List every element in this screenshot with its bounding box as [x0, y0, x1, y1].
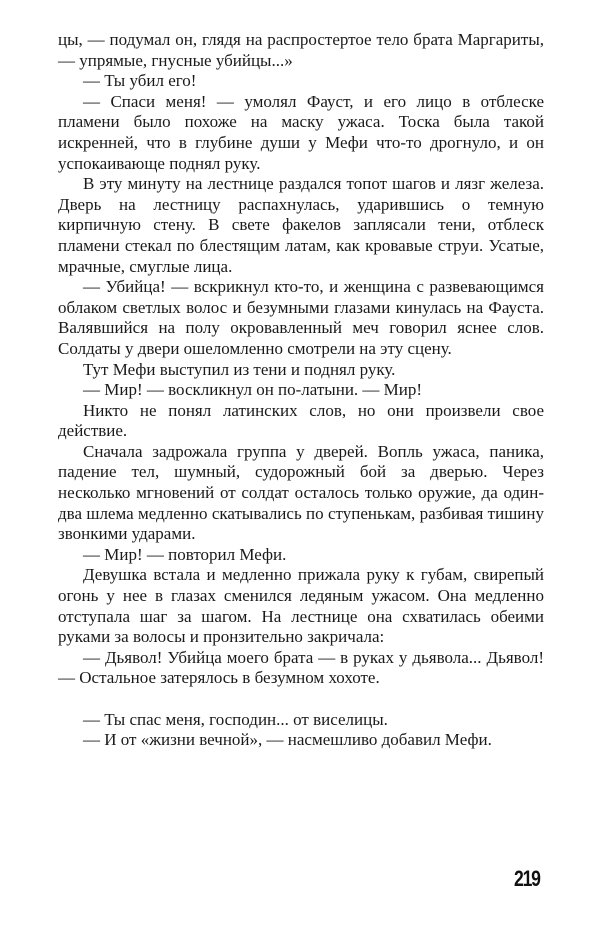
- paragraph: цы, — подумал он, глядя на распростертое тело брата Маргариты, — упрямые, гнусные убийцы...»: [58, 30, 544, 70]
- paragraph: — Мир! — повторил Мефи.: [83, 544, 287, 564]
- paragraph: — И от «жизни вечной», — насмешливо добавил Мефи.: [83, 730, 492, 750]
- paragraph: Тут Мефи выступил из тени и поднял руку.: [83, 359, 396, 379]
- paragraph: — Дьявол! Убийца моего брата — в руках у дьявола... Дьявол! — Остальное затерялось в безумном хохоте.: [58, 647, 544, 688]
- paragraph: В эту минуту на лестнице раздался топот шагов и лязг железа. Дверь на лестницу распахнулась, ударившись о темную кирпичную стену. В свете факелов заплясали тени, отблеск пламени стекал по блестящим латам, как кровавые струи. Усатые, мрачные, смуглые лица.: [58, 174, 544, 276]
- paragraph: — Спаси меня! — умолял Фауст, и его лицо в отблеске пламени было похоже на маску ужаса. Тоска была такой искренней, что в глубине души у Мефи что-то дрогнуло, и он успокаивающе поднял руку.: [58, 91, 544, 173]
- page-number: 219: [514, 866, 540, 891]
- paragraph: Никто не понял латинских слов, но они произвели свое действие.: [58, 400, 544, 441]
- paragraph: — Убийца! — вскрикнул кто-то, и женщина с развевающимся облаком светлых волос и безумными глазами кинулась на Фауста. Валявшийся на полу окровавленный меч говорил яснее слов. Солдаты у двери ошеломленно смотрели на эту сцену.: [58, 277, 544, 358]
- paragraph: Сначала задрожала группа у дверей. Вопль ужаса, паника, падение тел, шумный, судорожный бой за дверью. Через несколько мгновений от солдат осталось только оружие, да один-два шлема медленно скатывались по ступенькам, разбивая тишину звонкими ударами.: [58, 441, 544, 544]
- paragraph: — Ты убил его!: [83, 71, 197, 91]
- paragraph: Девушка встала и медленно прижала руку к губам, свирепый огонь у нее в глазах сменился ледяным ужасом. Она медленно отступала шаг за шагом. На лестнице она схватилась обеими руками за волосы и пронзительно закричала:: [58, 565, 544, 647]
- paragraph: — Ты спас меня, господин... от виселицы.: [83, 709, 388, 729]
- book-page-text: [58, 30, 544, 751]
- paragraph: — Мир! — воскликнул он по-латыни. — Мир!: [83, 380, 423, 400]
